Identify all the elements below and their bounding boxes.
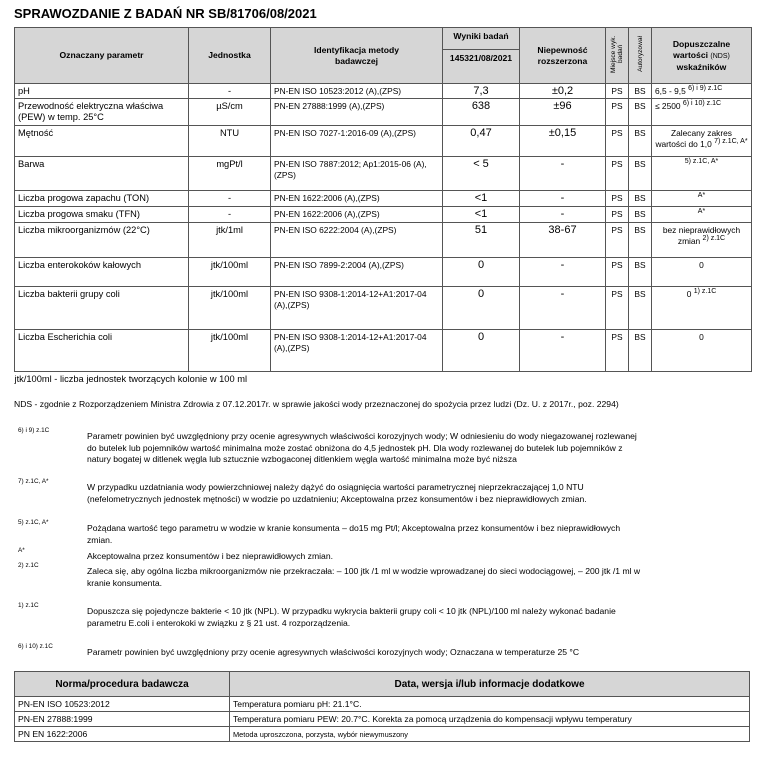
uncertainty-cell: ±0,15	[520, 125, 606, 156]
uncertainty-cell: -	[520, 257, 606, 286]
unit-cell: jtk/100ml	[189, 329, 271, 371]
results-footer: jtk/100ml - liczba jednostek tworzących kolonie w 100 ml	[14, 373, 248, 384]
result-cell: 638	[443, 98, 520, 125]
methods-info-cell: Temperatura pomiaru pH: 21.1°C.	[230, 697, 750, 712]
limit-cell	[652, 156, 752, 190]
note-code: 5) z.1C, A*	[18, 519, 49, 526]
results-footer-cell	[15, 371, 752, 384]
note-code: 7) z.1C, A*	[18, 478, 49, 485]
methods-info-cell: Temperatura pomiaru PEW: 20.7°C. Korekta za pomocą urządzenia do kompensacji wpływu temperatury	[230, 712, 750, 727]
limit-cell	[652, 222, 752, 257]
param-cell: Liczba mikroorganizmów (22°C)	[15, 222, 189, 257]
location-cell: PS	[606, 125, 629, 156]
uncertainty-cell: -	[520, 329, 606, 371]
param-cell: Liczba bakterii grupy coli	[15, 286, 189, 329]
header-unit: Jednostka	[189, 28, 271, 84]
results-row	[15, 206, 752, 222]
location-cell: PS	[606, 156, 629, 190]
method-cell: PN-EN 27888:1999 (A),(ZPS)	[271, 98, 443, 125]
header-results	[443, 28, 520, 84]
uncertainty-cell: ±96	[520, 98, 606, 125]
note-code: 2) z.1C	[18, 562, 39, 569]
limit-value: 0	[699, 259, 704, 270]
limit-note: 2) z.1C	[702, 235, 726, 243]
method-cell: PN-EN 1622:2006 (A),(ZPS)	[271, 190, 443, 206]
sampling-cell: BS	[629, 156, 652, 190]
param-cell: Liczba progowa zapachu (TON)	[15, 190, 189, 206]
note-text: Zaleca się, aby ogólna liczba mikroorganizmów nie przekraczała: – 100 jtk /1 ml w wodzie wprowadzanej do sieci wodociągowej, – 200 jtk /1 ml w kranie konsumenta.	[87, 566, 641, 588]
method-cell: PN-EN ISO 9308-1:2014-12+A1:2017-04 (A),(ZPS)	[271, 329, 443, 371]
results-table	[14, 27, 752, 384]
result-cell: < 5	[443, 156, 520, 190]
note-code: 1) z.1C	[18, 602, 39, 609]
results-row	[15, 125, 752, 156]
method-cell: PN-EN ISO 10523:2012 (A),(ZPS)	[271, 84, 443, 99]
methods-header-procedure: Norma/procedura badawcza	[15, 672, 230, 697]
limit-cell	[652, 206, 752, 222]
result-cell: 51	[443, 222, 520, 257]
limit-cell	[652, 84, 752, 99]
limit-cell	[652, 286, 752, 329]
limit-cell	[652, 125, 752, 156]
methods-table	[14, 671, 750, 742]
results-row	[15, 156, 752, 190]
results-row	[15, 286, 752, 329]
header-sample-id: 145321/08/2021	[443, 49, 519, 64]
sampling-cell: BS	[629, 329, 652, 371]
limit-note: 6) i 9) z.1C	[688, 85, 723, 93]
results-row	[15, 190, 752, 206]
location-cell: PS	[606, 257, 629, 286]
results-row	[15, 222, 752, 257]
limit-value: 0	[686, 288, 692, 299]
limit-value: Zalecany zakres wartości do 1,0	[655, 127, 732, 149]
header-sampling	[629, 28, 652, 84]
location-cell: PS	[606, 286, 629, 329]
result-cell: 0,47	[443, 125, 520, 156]
result-cell: 0	[443, 257, 520, 286]
location-cell: PS	[606, 190, 629, 206]
param-cell: pH	[15, 84, 189, 99]
methods-header-info: Data, wersja i/lub informacje dodatkowe	[230, 672, 750, 697]
header-limits-line2: wartości	[673, 49, 709, 60]
methods-row	[15, 727, 750, 742]
unit-cell: jtk/1ml	[189, 222, 271, 257]
result-cell: <1	[443, 206, 520, 222]
limit-cell	[652, 257, 752, 286]
location-cell: PS	[606, 98, 629, 125]
header-sampling-text: Autoryzował	[636, 35, 644, 72]
note-text: W przypadku uzdatniania wody powierzchniowej należy dążyć do osiągnięcia wartości parametrycznej nieprzekraczającej 1,0 NTU (nefelometrycznych jednostek mętności) w wodzie po uzdatnieniu; Akceptowalna przez konsumentów i bez nieprawidłowych zmian.	[87, 482, 587, 504]
header-location-text: Miejsce wyk. badań	[610, 34, 624, 73]
report-title: SPRAWOZDANIE Z BADAŃ NR SB/81706/08/2021	[14, 6, 317, 21]
location-cell: PS	[606, 222, 629, 257]
location-cell: PS	[606, 84, 629, 99]
unit-cell: -	[189, 206, 271, 222]
header-parameter: Oznaczany parametr	[15, 28, 189, 84]
sampling-cell: BS	[629, 286, 652, 329]
uncertainty-cell: -	[520, 286, 606, 329]
header-results-label: Wyniki badań	[453, 31, 509, 41]
methods-procedure-cell: PN-EN 27888:1999	[15, 712, 230, 727]
sampling-cell: BS	[629, 222, 652, 257]
uncertainty-cell: -	[520, 156, 606, 190]
result-cell: <1	[443, 190, 520, 206]
header-limits-nds: (NDS)	[710, 52, 730, 60]
param-cell: Liczba enterokoków kałowych	[15, 257, 189, 286]
location-cell: PS	[606, 329, 629, 371]
header-uncertainty: Niepewność rozszerzona	[520, 28, 606, 84]
nds-note: NDS - zgodnie z Rozporządzeniem Ministra Zdrowia z 07.12.2017r. w sprawie jakości wody przeznaczonej do spożycia przez ludzi (Dz. U. z 2017r., poz. 2294)	[14, 399, 619, 409]
limit-note: A*	[697, 191, 706, 199]
uncertainty-cell: -	[520, 206, 606, 222]
results-body	[15, 84, 752, 372]
method-cell: PN-EN ISO 7899-2:2004 (A),(ZPS)	[271, 257, 443, 286]
methods-row	[15, 697, 750, 712]
limit-value: bez nieprawidłowych zmian	[662, 224, 741, 246]
header-method: Identyfikacja metody badawczej	[271, 28, 443, 84]
limit-note: A*	[697, 207, 706, 215]
results-row	[15, 329, 752, 371]
note-text: Pożądana wartość tego parametru w wodzie w kranie konsumenta – do15 mg Pt/l; Akceptowalna przez konsumentów i bez nieprawidłowych zmian.	[87, 523, 621, 545]
results-row	[15, 84, 752, 99]
method-cell: PN-EN ISO 6222:2004 (A),(ZPS)	[271, 222, 443, 257]
limit-note: 1) z.1C	[693, 287, 717, 295]
header-limits	[652, 28, 752, 84]
method-cell: PN-EN ISO 7027-1:2016-09 (A),(ZPS)	[271, 125, 443, 156]
unit-cell: NTU	[189, 125, 271, 156]
method-cell: PN-EN ISO 7887:2012; Ap1:2015-06 (A),(ZPS)	[271, 156, 443, 190]
limit-value: 6,5 - 9,5	[655, 86, 686, 96]
param-cell: Przewodność elektryczna właściwa (PEW) w temp. 25°C	[15, 98, 189, 125]
limit-note: 5) z.1C, A*	[684, 157, 719, 165]
note-text: Akceptowalna przez konsumentów i bez nieprawidłowych zmian.	[87, 551, 333, 561]
param-cell: Mętność	[15, 125, 189, 156]
limit-cell	[652, 329, 752, 371]
note-code: 6) i 10) z.1C	[18, 643, 53, 650]
methods-info-cell: Metoda uproszczona, porzysta, wybór niewymuszony	[230, 727, 750, 742]
note-code: 6) i 9) z.1C	[18, 427, 50, 434]
limit-note: 7) z.1C, A*	[714, 138, 748, 146]
param-cell: Liczba progowa smaku (TFN)	[15, 206, 189, 222]
unit-cell: jtk/100ml	[189, 286, 271, 329]
note-text: Dopuszcza się pojedyncze bakterie < 10 jtk (NPL). W przypadku wykrycia bakterii grupy coli < 10 jtk (NPL)/100 ml należy wykonać badanie parametru E.coli i enterokoki w związku z § 21 ust. 4 rozporządzenia.	[87, 606, 616, 628]
header-location	[606, 28, 629, 84]
unit-cell: jtk/100ml	[189, 257, 271, 286]
results-row	[15, 98, 752, 125]
sampling-cell: BS	[629, 84, 652, 99]
limit-value: ≤ 2500	[655, 100, 681, 111]
method-cell: PN-EN ISO 9308-1:2014-12+A1:2017-04 (A),(ZPS)	[271, 286, 443, 329]
unit-cell: µS/cm	[189, 98, 271, 125]
sampling-cell: BS	[629, 98, 652, 125]
header-limits-line1: Dopuszczalne	[672, 38, 731, 49]
sampling-cell: BS	[629, 257, 652, 286]
note-code: A*	[18, 547, 25, 554]
uncertainty-cell: ±0,2	[520, 84, 606, 99]
methods-procedure-cell: PN EN 1622:2006	[15, 727, 230, 742]
header-limits-line3: wskaźników	[676, 61, 727, 72]
methods-body	[15, 697, 750, 742]
note-text: Parametr powinien być uwzględniony przy ocenie agresywnych właściwości korozyjnych wody; Oznaczana w temperaturze 25 °C	[87, 647, 580, 657]
unit-cell: -	[189, 84, 271, 99]
param-cell: Barwa	[15, 156, 189, 190]
limit-cell	[652, 190, 752, 206]
note-text: Parametr powinien być uwzględniony przy ocenie agresywnych właściwości korozyjnych wody; W odniesieniu do wody niegazowanej rozlewanej do butelek lub pojemników wartość minimalna może zostać obniżona do 4,5 jednostek pH. Dla wody rozlewanej do butelek lub pojemników z natury bogatej w ditlenek węgla lub sztucznie wzbogaconej ditlenkiem węgla wartość minimalna może być niższa	[87, 431, 637, 465]
result-cell: 7,3	[443, 84, 520, 99]
param-cell: Liczba Escherichia coli	[15, 329, 189, 371]
sampling-cell: BS	[629, 125, 652, 156]
sampling-cell: BS	[629, 190, 652, 206]
uncertainty-cell: -	[520, 190, 606, 206]
limit-cell	[652, 98, 752, 125]
methods-row	[15, 712, 750, 727]
result-cell: 0	[443, 286, 520, 329]
result-cell: 0	[443, 329, 520, 371]
unit-cell: mgPt/l	[189, 156, 271, 190]
uncertainty-cell: 38-67	[520, 222, 606, 257]
limit-value: 0	[699, 331, 704, 342]
sampling-cell: BS	[629, 206, 652, 222]
method-cell: PN-EN 1622:2006 (A),(ZPS)	[271, 206, 443, 222]
limit-note: 6) i 10) z.1C	[682, 99, 722, 107]
results-row	[15, 257, 752, 286]
unit-cell: -	[189, 190, 271, 206]
methods-procedure-cell: PN-EN ISO 10523:2012	[15, 697, 230, 712]
location-cell: PS	[606, 206, 629, 222]
